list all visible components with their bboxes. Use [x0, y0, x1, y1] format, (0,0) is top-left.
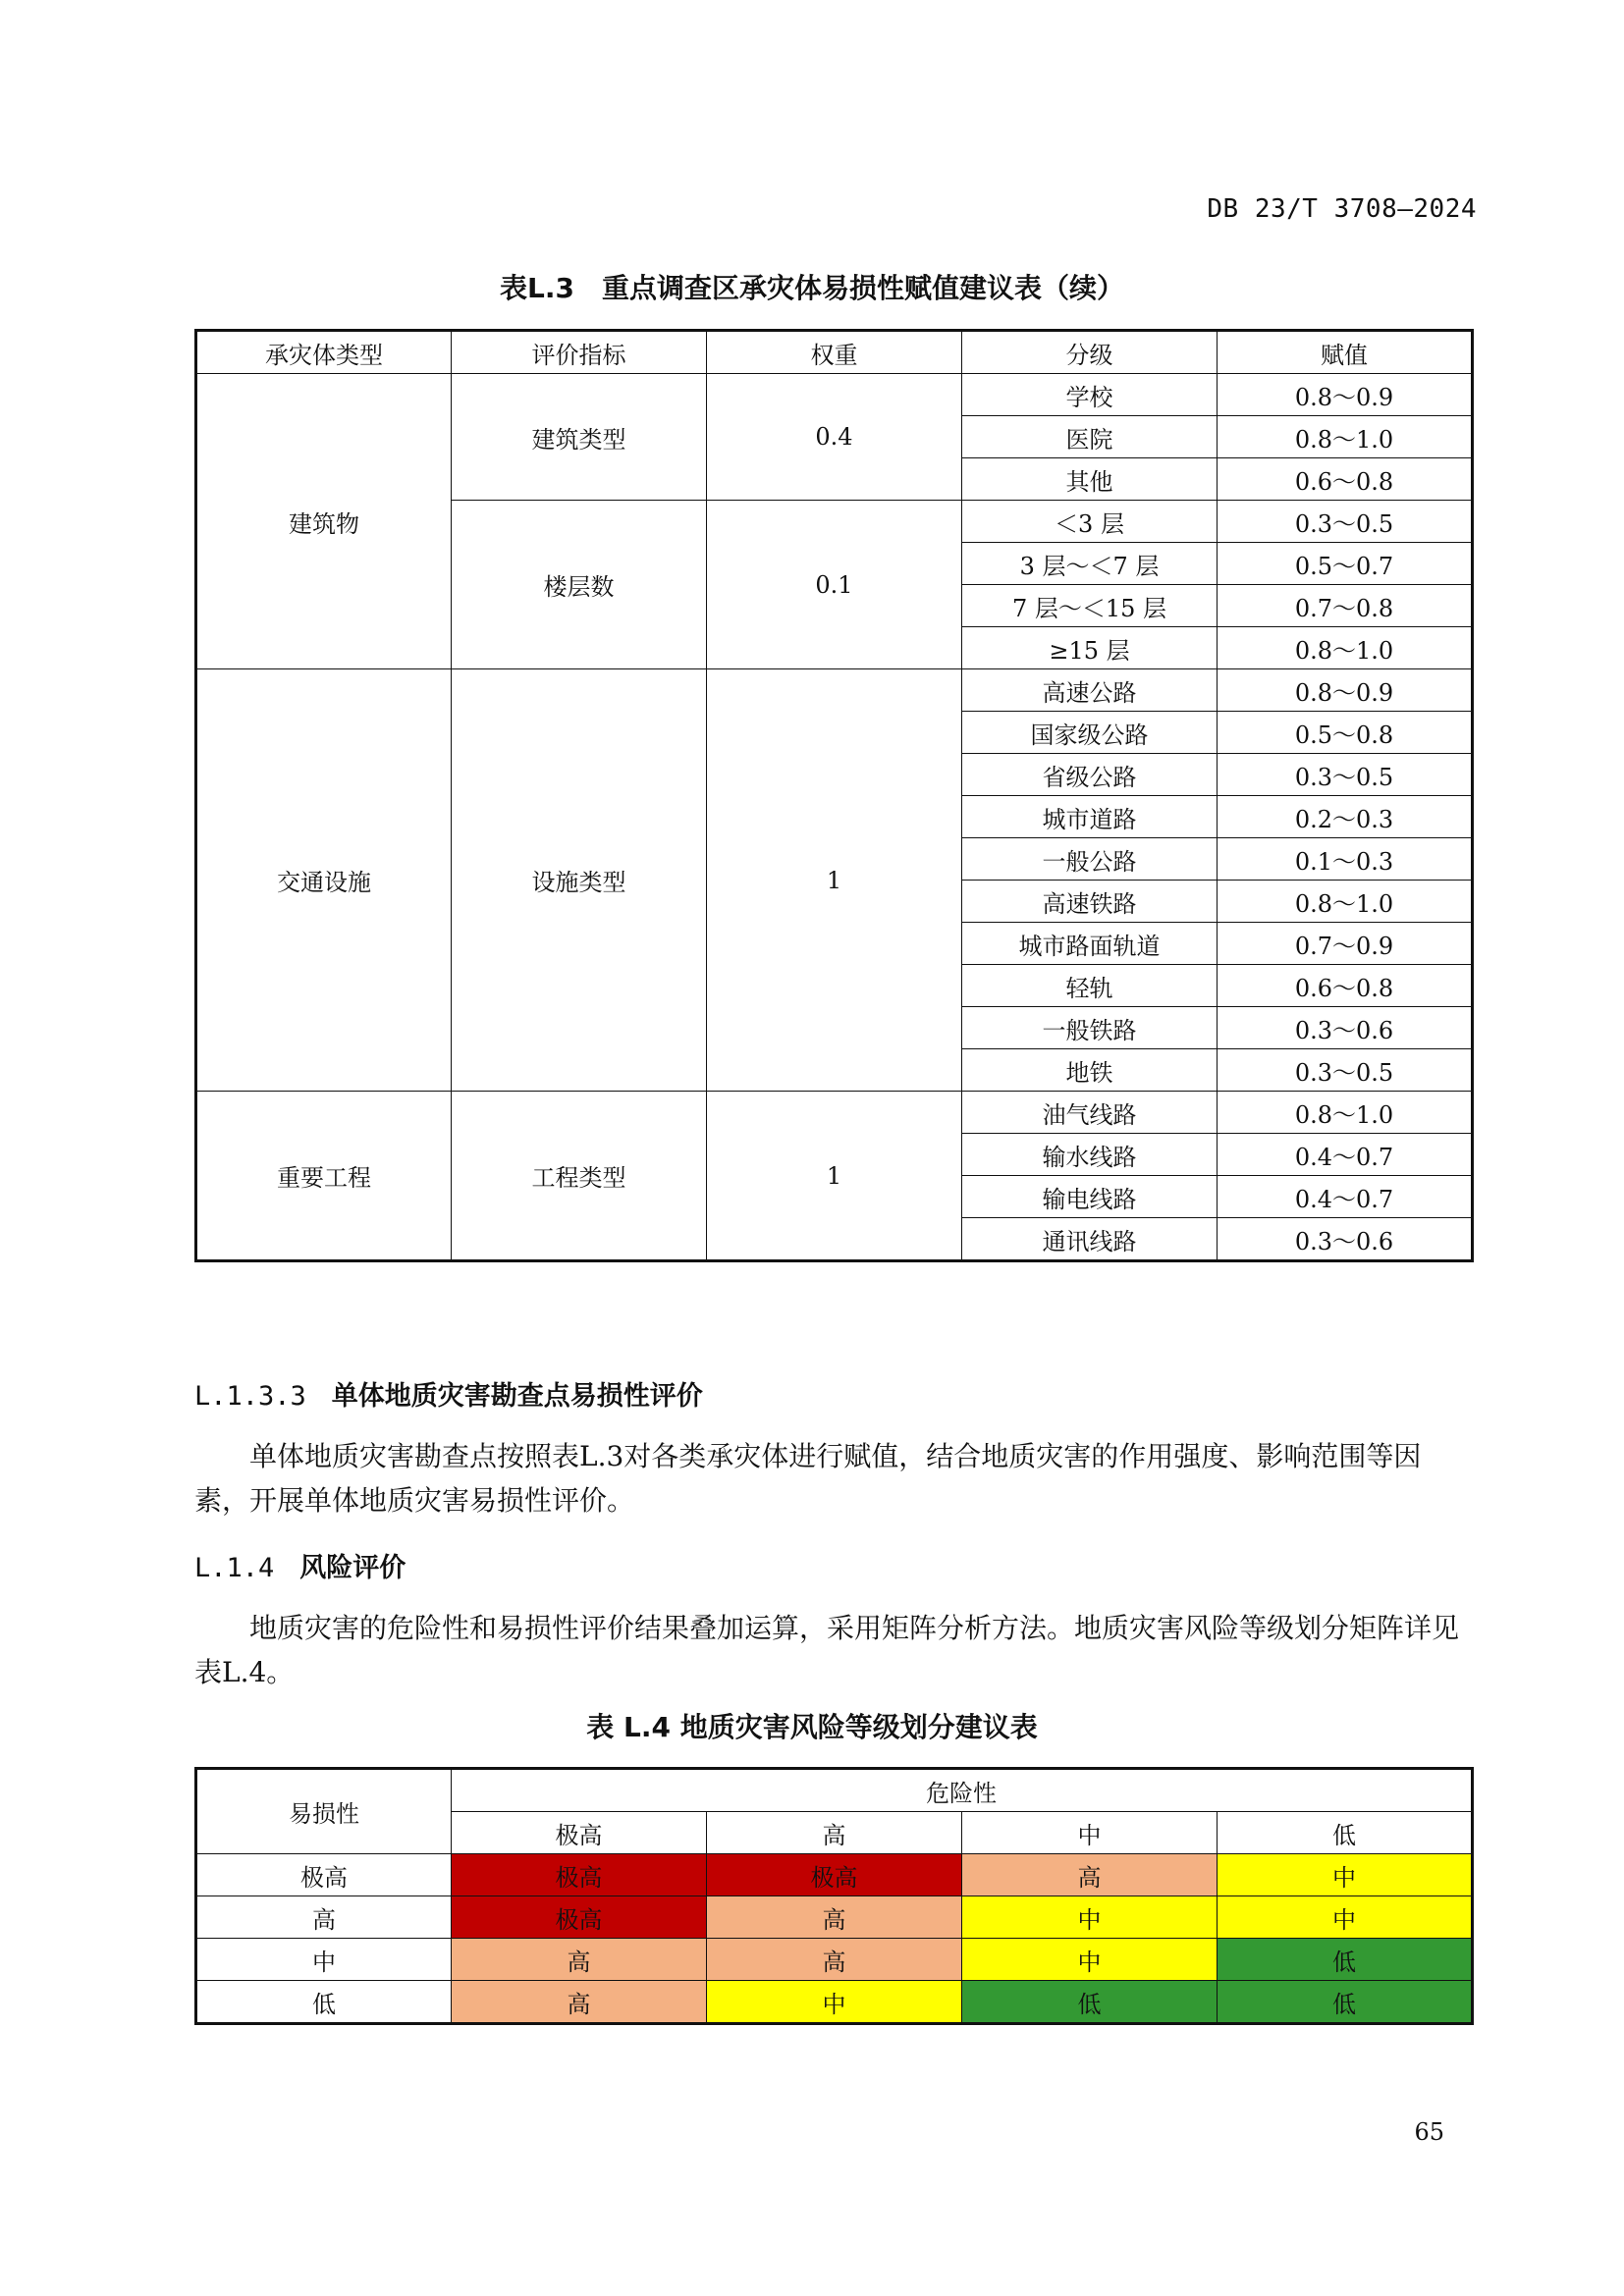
value-cell: 0.8～1.0	[1218, 881, 1473, 923]
value-cell: 0.8～0.9	[1218, 374, 1473, 416]
indicator-cell: 建筑类型	[452, 374, 707, 501]
risk-level-cell: 高	[707, 1939, 962, 1981]
value-cell: 0.3～0.6	[1218, 1218, 1473, 1261]
value-cell: 0.6～0.8	[1218, 458, 1473, 501]
risk-level-cell: 极高	[707, 1854, 962, 1896]
risk-level-cell: 中	[962, 1939, 1218, 1981]
indicator-cell: 工程类型	[452, 1092, 707, 1261]
table-row	[196, 374, 1473, 416]
value-cell: 0.8～1.0	[1218, 1092, 1473, 1134]
section-number: L.1.4	[194, 1553, 275, 1583]
grade-cell: 其他	[962, 458, 1218, 501]
risk-level-cell: 中	[962, 1896, 1218, 1939]
value-cell: 0.4～0.7	[1218, 1176, 1473, 1218]
grade-cell: 一般铁路	[962, 1007, 1218, 1049]
column-header: 赋值	[1218, 331, 1473, 374]
grade-cell: 3 层～＜7 层	[962, 543, 1218, 585]
table-l3-body	[196, 374, 1473, 1261]
value-cell: 0.3～0.5	[1218, 501, 1473, 543]
grade-cell: 城市路面轨道	[962, 923, 1218, 965]
paragraph-l14: 地质灾害的危险性和易损性评价结果叠加运算，采用矩阵分析方法。地质灾害风险等级划分矩阵详见表L.4。	[194, 1612, 1460, 1688]
column-header: 高	[707, 1812, 962, 1854]
risk-level-cell: 高	[707, 1896, 962, 1939]
table-row	[196, 1854, 1473, 1896]
carrier-type-cell: 建筑物	[196, 374, 452, 669]
grade-cell: 省级公路	[962, 754, 1218, 796]
table-l3	[194, 329, 1474, 1262]
risk-level-cell: 极高	[452, 1896, 707, 1939]
grade-cell: ≥15 层	[962, 627, 1218, 669]
risk-level-cell: 高	[962, 1854, 1218, 1896]
risk-level-cell: 中	[1218, 1854, 1473, 1896]
section-number: L.1.3.3	[194, 1381, 306, 1412]
column-header: 分级	[962, 331, 1218, 374]
value-cell: 0.5～0.8	[1218, 712, 1473, 754]
value-cell: 0.8～1.0	[1218, 627, 1473, 669]
document-code: DB 23/T 3708—2024	[1207, 194, 1477, 224]
grade-cell: 地铁	[962, 1049, 1218, 1092]
section-heading-l133	[194, 1374, 703, 1413]
grade-cell: ＜3 层	[962, 501, 1218, 543]
column-group-header: 危险性	[452, 1769, 1473, 1812]
vulnerability-level-cell: 低	[196, 1981, 452, 2024]
risk-level-cell: 中	[1218, 1896, 1473, 1939]
risk-level-cell: 高	[452, 1939, 707, 1981]
table-l4-title: 表 L.4 地质灾害风险等级划分建议表	[586, 1711, 1038, 1743]
grade-cell: 学校	[962, 374, 1218, 416]
table-l3-title: 表L.3 重点调查区承灾体易损性赋值建议表（续）	[500, 272, 1124, 304]
vulnerability-level-cell: 极高	[196, 1854, 452, 1896]
column-header: 评价指标	[452, 331, 707, 374]
section-heading-l14	[194, 1546, 406, 1584]
value-cell: 0.5～0.7	[1218, 543, 1473, 585]
grade-cell: 高速铁路	[962, 881, 1218, 923]
column-header: 中	[962, 1812, 1218, 1854]
grade-cell: 7 层～＜15 层	[962, 585, 1218, 627]
value-cell: 0.3～0.5	[1218, 1049, 1473, 1092]
section-title: 风险评价	[299, 1553, 406, 1583]
row-group-header: 易损性	[196, 1769, 452, 1854]
table-row	[196, 1981, 1473, 2024]
risk-level-cell: 低	[1218, 1939, 1473, 1981]
value-cell: 0.3～0.5	[1218, 754, 1473, 796]
table-l4-body	[196, 1854, 1473, 2024]
grade-cell: 高速公路	[962, 669, 1218, 712]
grade-cell: 轻轨	[962, 965, 1218, 1007]
weight-cell: 1	[707, 669, 962, 1092]
table-l3-header-row	[196, 331, 1473, 374]
risk-level-cell: 高	[452, 1981, 707, 2024]
vulnerability-level-cell: 中	[196, 1939, 452, 1981]
grade-cell: 城市道路	[962, 796, 1218, 838]
table-row	[196, 1939, 1473, 1981]
grade-cell: 一般公路	[962, 838, 1218, 881]
grade-cell: 医院	[962, 416, 1218, 458]
table-row	[196, 669, 1473, 712]
weight-cell: 0.1	[707, 501, 962, 669]
risk-level-cell: 低	[1218, 1981, 1473, 2024]
section-title: 单体地质灾害勘查点易损性评价	[331, 1381, 703, 1412]
value-cell: 0.7～0.8	[1218, 585, 1473, 627]
risk-level-cell: 极高	[452, 1854, 707, 1896]
column-header: 极高	[452, 1812, 707, 1854]
grade-cell: 通讯线路	[962, 1218, 1218, 1261]
column-header: 权重	[707, 331, 962, 374]
value-cell: 0.4～0.7	[1218, 1134, 1473, 1176]
grade-cell: 输电线路	[962, 1176, 1218, 1218]
value-cell: 0.6～0.8	[1218, 965, 1473, 1007]
value-cell: 0.7～0.9	[1218, 923, 1473, 965]
value-cell: 0.2～0.3	[1218, 796, 1473, 838]
table-l4-header-row	[196, 1769, 1473, 1812]
value-cell: 0.3～0.6	[1218, 1007, 1473, 1049]
grade-cell: 油气线路	[962, 1092, 1218, 1134]
weight-cell: 0.4	[707, 374, 962, 501]
table-row	[196, 1896, 1473, 1939]
risk-level-cell: 中	[707, 1981, 962, 2024]
risk-level-cell: 低	[962, 1981, 1218, 2024]
carrier-type-cell: 重要工程	[196, 1092, 452, 1261]
indicator-cell: 楼层数	[452, 501, 707, 669]
table-l4	[194, 1767, 1474, 2025]
value-cell: 0.8～0.9	[1218, 669, 1473, 712]
carrier-type-cell: 交通设施	[196, 669, 452, 1092]
column-header: 承灾体类型	[196, 331, 452, 374]
page-number: 65	[1414, 2118, 1444, 2146]
indicator-cell: 设施类型	[452, 669, 707, 1092]
value-cell: 0.8～1.0	[1218, 416, 1473, 458]
table-row	[196, 1092, 1473, 1134]
paragraph-l133: 单体地质灾害勘查点按照表L.3对各类承灾体进行赋值，结合地质灾害的作用强度、影响范围等因素，开展单体地质灾害易损性评价。	[194, 1440, 1422, 1517]
grade-cell: 输水线路	[962, 1134, 1218, 1176]
grade-cell: 国家级公路	[962, 712, 1218, 754]
weight-cell: 1	[707, 1092, 962, 1261]
column-header: 低	[1218, 1812, 1473, 1854]
vulnerability-level-cell: 高	[196, 1896, 452, 1939]
value-cell: 0.1～0.3	[1218, 838, 1473, 881]
